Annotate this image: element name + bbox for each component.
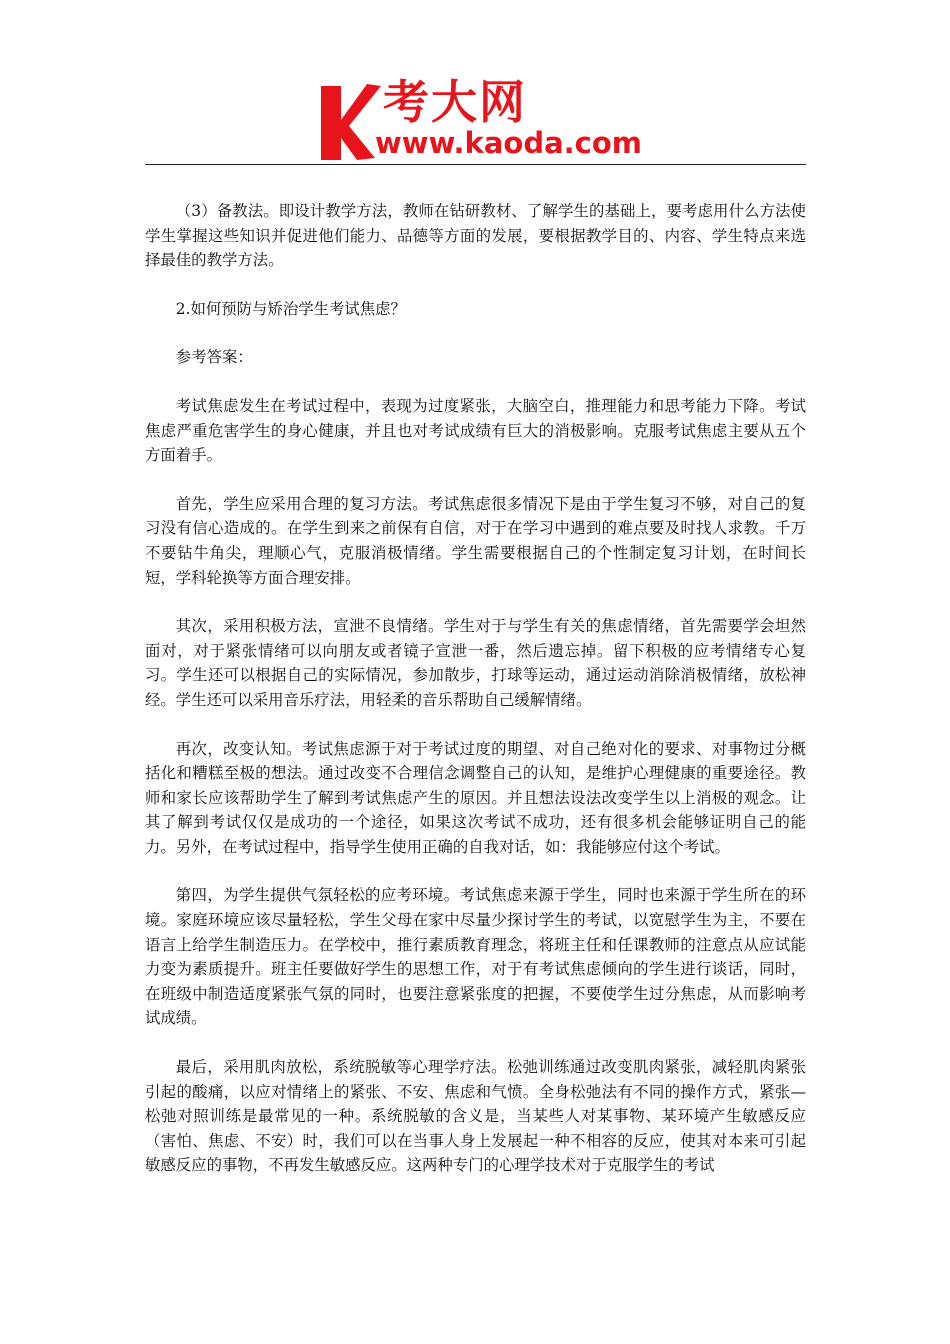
document-body — [145, 199, 806, 1202]
paragraph-last: 最后，采用肌肉放松，系统脱敏等心理学疗法。松弛训练通过改变肌肉紧张，减轻肌肉紧张引起的酸痛，以应对情绪上的紧张、不安、焦虑和气愤。全身松弛法有不同的操作方式，紧张—松弛对照训练是最常见的一种。系统脱敏的含义是，当某些人对某事物、某环境产生敏感反应（害怕、焦虑、不安）时，我们可以在当事人身上发展起一种不相容的反应，使其对本来可引起敏感反应的事物，不再发生敏感反应。这两种专门的心理学技术对于克服学生的考试 — [145, 1058, 806, 1175]
logo-k-mark-icon — [317, 76, 383, 162]
paragraph-first: 首先，学生应采用合理的复习方法。考试焦虑很多情况下是由于学生复习不够，对自己的复习没有信心造成的。在学生到来之前保有自信，对于在学习中遇到的难点要及时找人求教。千万不要钻牛角尖，理顺心气，克服消极情绪。学生需要根据自己的个性制定复习计划，在时间长短，学科轮换等方面合理安排。 — [145, 494, 806, 587]
page-header — [145, 72, 806, 168]
paragraph-intro: 考试焦虑发生在考试过程中，表现为过度紧张，大脑空白，推理能力和思考能力下降。考试焦虑严重危害学生的身心健康，并且也对考试成绩有巨大的消极影响。克服考试焦虑主要从五个方面着手。 — [145, 396, 806, 465]
paragraph-fourth: 第四，为学生提供气氛轻松的应考环境。考试焦虑来源于学生，同时也来源于学生所在的环境。家庭环境应该尽量轻松，学生父母在家中尽量少探讨学生的考试，以宽慰学生为主，不要在语言上给学生制造压力。在学校中，推行素质教育理念，将班主任和任课教师的注意点从应试能力变为素质提升。班主任要做好学生的思想工作，对于有考试焦虑倾向的学生进行谈话，同时，在班级中制造适度紧张气氛的同时，也要注意紧张度的把握，不要使学生过分焦虑，从而影响考试成绩。 — [145, 886, 806, 1028]
paragraph-third: 再次，改变认知。考试焦虑源于对于考试过度的期望、对自己绝对化的要求、对事物过分概括化和糟糕至极的想法。通过改变不合理信念调整自己的认知，是维护心理健康的重要途径。教师和家长应该帮助学生了解到考试焦虑产生的原因。并且想法设法改变学生以上消极的观念。让其了解到考试仅仅是成功的一个途径，如果这次考试不成功，还有很多机会能够证明自己的能力。另外，在考试过程中，指导学生使用正确的自我对话，如：我能够应付这个考试。 — [145, 739, 806, 856]
paragraph-lesson-method: （3）备教法。即设计教学方法，教师在钻研教材、了解学生的基础上，要考虑用什么方法使学生掌握这些知识并促进他们能力、品德等方面的发展，要根据教学目的、内容、学生特点来选择最佳的教学方法。 — [145, 202, 806, 270]
logo-title: 考大网 — [383, 75, 527, 129]
paragraph-second: 其次，采用积极方法，宣泄不良情绪。学生对于与学生有关的焦虑情绪，首先需要学会坦然面对，对于紧张情绪可以向朋友或者镜子宣泄一番，然后遗忘掉。留下积极的应考情绪专心复习。学生还可以根据自己的实际情况，参加散步，打球等运动，通过运动消除消极情绪，放松神经。学生还可以采用音乐疗法，用轻柔的音乐帮助自己缓解情绪。 — [145, 617, 806, 709]
question-heading: 2.如何预防与矫治学生考试焦虑？ — [175, 299, 406, 318]
kaoda-logo[interactable] — [317, 76, 647, 162]
header-divider — [145, 164, 806, 165]
logo-url: www.kaoda.com — [375, 126, 642, 160]
answer-label: 参考答案： — [175, 348, 253, 367]
